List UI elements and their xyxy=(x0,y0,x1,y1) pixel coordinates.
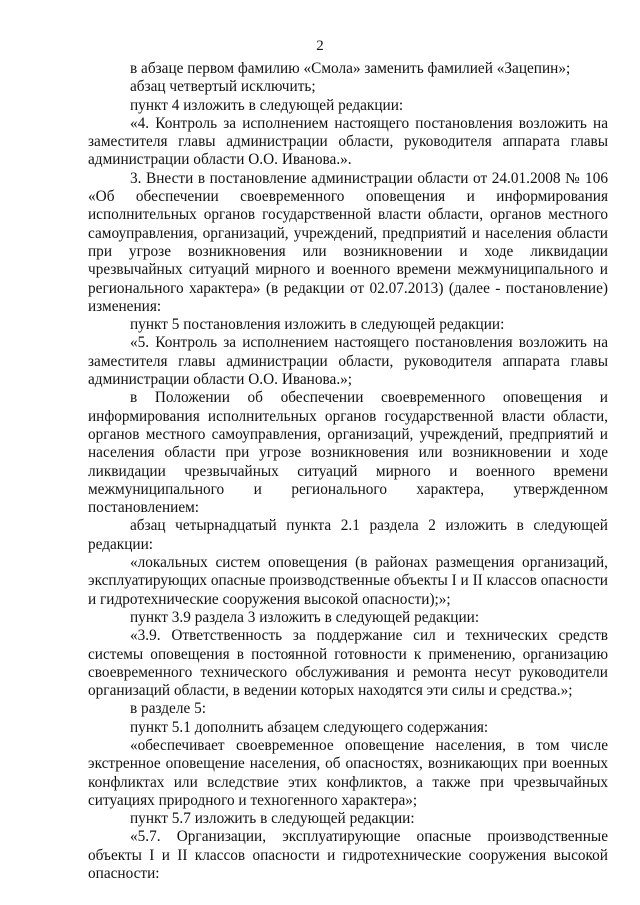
paragraph-14: пункт 5.1 дополнить абзацем следующего содержания: xyxy=(130,718,489,736)
paragraph-12: «3.9. Ответственность за поддержание сил и технических средств системы оповещения в постоянной готовности к применению, организацию своевременного технического обслуживания и ремонта несут руководители организаций области, в ведении которых находятся эти силы и средства.»; xyxy=(88,627,608,700)
paragraph-15: «обеспечивает своевременное оповещение населения, в том числе экстренное оповещение населения, об опасностях, возникающих при военных конфликтах или вследствие этих конфликтов, а также при чрезвычайных ситуациях природного и техногенного характера»; xyxy=(88,736,608,809)
paragraph-4: «4. Контроль за исполнением настоящего постановления возложить на заместителя главы администрации области, руководителя аппарата главы администрации области О.О. Иванова.». xyxy=(88,114,608,169)
page-number: 2 xyxy=(316,38,324,54)
paragraph-11: пункт 3.9 раздела 3 изложить в следующей редакции: xyxy=(130,608,480,626)
paragraph-6: пункт 5 постановления изложить в следующей редакции: xyxy=(130,316,505,334)
paragraph-17: «5.7. Организации, эксплуатирующие опасные производственные объекты I и II классов опасности и гидротехнические сооружения высокой опасности: xyxy=(88,828,608,883)
paragraph-8: в Положении об обеспечении своевременного оповещения и информирования исполнительных органов государственной власти области, органов местного самоуправления, организаций, учреждений, предприятий и населения области при угрозе возникновения или возникновении и ходе ликвидации чрезвычайных ситуаций мирного и военного времени межмуниципального и регионального характера, утвержденном постановлением: xyxy=(88,389,608,517)
paragraph-3: пункт 4 изложить в следующей редакции: xyxy=(130,96,404,114)
paragraph-5: 3. Внести в постановление администрации области от 24.01.2008 № 106 «Об обеспечении своевременного оповещения и информирования исполнительных органов государственной власти области, органов местного самоуправления, организаций, учреждений, предприятий и населения области при угрозе возникновения или возникновении и ходе ликвидации чрезвычайных ситуаций мирного и военного времени межмуниципального и регионального характера» (в редакции от 02.07.2013) (далее - постановление) изменения: xyxy=(88,169,608,315)
paragraph-16: пункт 5.7 изложить в следующей редакции: xyxy=(130,810,415,828)
document-body xyxy=(88,60,608,883)
paragraph-9: абзац четырнадцатый пункта 2.1 раздела 2 изложить в следующей редакции: xyxy=(88,517,608,553)
paragraph-2: абзац четвертый исключить; xyxy=(130,78,316,96)
paragraph-1: в абзаце первом фамилию «Смола» заменить фамилией «Зацепин»; xyxy=(130,60,571,77)
paragraph-10: «локальных систем оповещения (в районах размещения организаций, эксплуатирующих опасные производственные объекты I и II классов опасности и гидротехнические сооружения высокой опасности);»; xyxy=(88,554,608,608)
paragraph-13: в разделе 5: xyxy=(130,700,206,718)
paragraph-7: «5. Контроль за исполнением настоящего постановления возложить на заместителя главы администрации области, руководителя аппарата главы администрации области О.О. Иванова.»; xyxy=(88,334,608,389)
